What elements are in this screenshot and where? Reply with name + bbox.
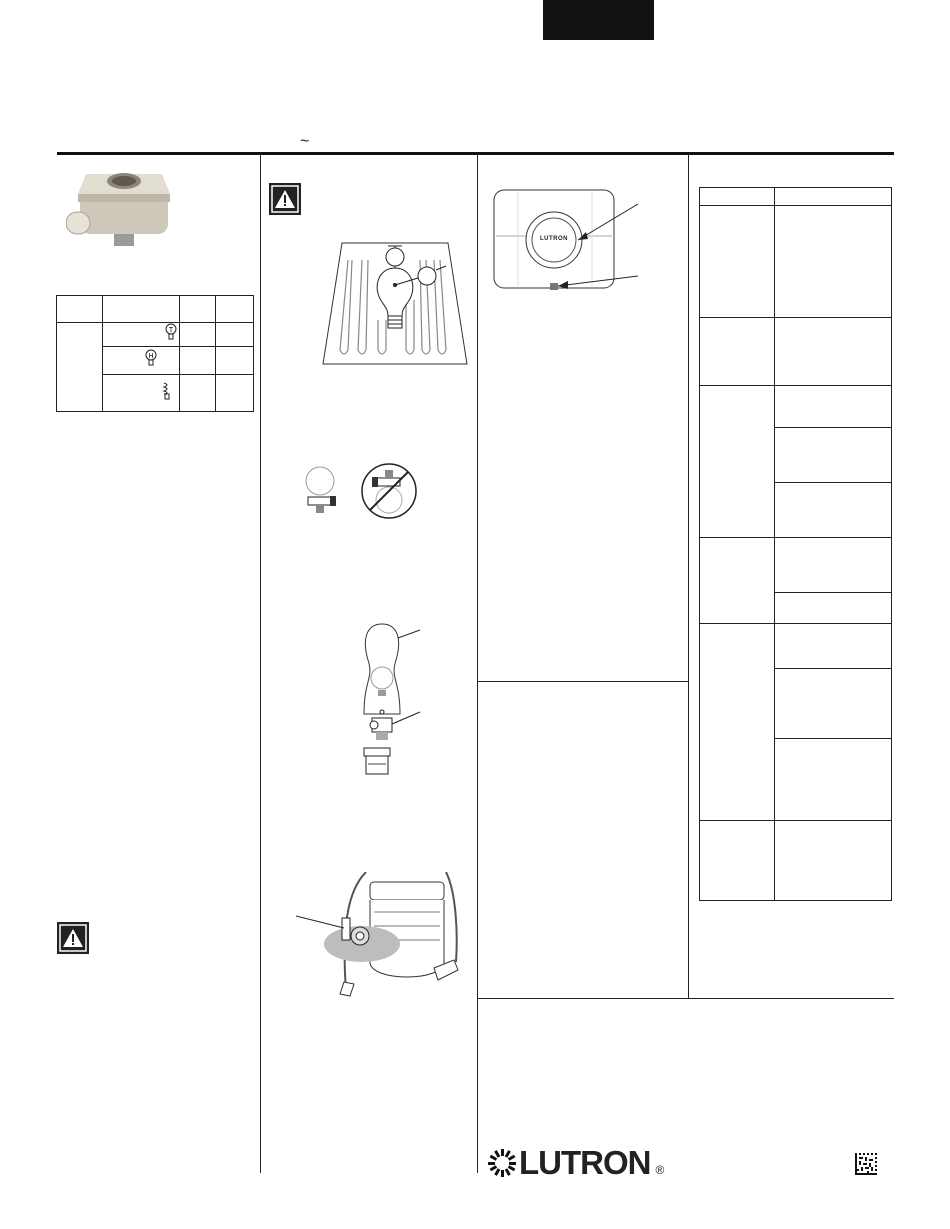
table-row-rule xyxy=(699,820,892,821)
incandescent-bulb-icon xyxy=(165,323,177,341)
warning-icon xyxy=(269,183,301,215)
warning-icon xyxy=(57,922,89,954)
table-row xyxy=(57,323,254,347)
column-divider-3 xyxy=(688,155,689,998)
black-tab xyxy=(543,0,654,40)
troubleshooting-table xyxy=(699,187,892,901)
table-subrow-rule xyxy=(774,482,892,483)
product-photo xyxy=(66,160,178,250)
bulb-compatibility-table xyxy=(56,295,254,412)
incorrect-orientation-figure xyxy=(360,462,418,520)
cfl-bulb-icon xyxy=(161,382,173,400)
lampshade-clearance-figure xyxy=(322,240,468,368)
table-subrow-rule xyxy=(774,738,892,739)
table-column-divider xyxy=(774,187,775,901)
svg-text:T: T xyxy=(169,327,174,334)
device-logo: LUTRON xyxy=(540,236,568,242)
lamp-assembly-figure xyxy=(352,620,422,780)
lutron-wordmark: LUTRON xyxy=(519,1144,651,1181)
correct-orientation-figure xyxy=(300,465,340,517)
table-subrow-rule xyxy=(774,427,892,428)
footer-rule xyxy=(477,998,894,999)
table-header-row xyxy=(57,296,254,323)
socket-closeup-figure xyxy=(296,872,464,998)
datamatrix-code xyxy=(855,1153,877,1175)
tilde-symbol: ~ xyxy=(300,133,310,150)
column-divider-2 xyxy=(477,155,478,1173)
table-row-rule xyxy=(699,623,892,624)
column-3-divider-rule xyxy=(477,681,688,682)
lutron-logo xyxy=(487,1144,665,1181)
column-divider-1 xyxy=(260,155,261,1173)
table-subrow-rule xyxy=(774,668,892,669)
table-header-rule xyxy=(699,205,892,206)
halogen-bulb-icon xyxy=(145,349,157,367)
table-subrow-rule xyxy=(774,592,892,593)
lutron-sunburst-icon xyxy=(487,1148,517,1178)
svg-text:H: H xyxy=(148,353,154,360)
registered-mark: ® xyxy=(655,1163,665,1177)
table-row-rule xyxy=(699,385,892,386)
header-rule xyxy=(57,152,894,155)
table-row-rule xyxy=(699,317,892,318)
table-row-rule xyxy=(699,537,892,538)
